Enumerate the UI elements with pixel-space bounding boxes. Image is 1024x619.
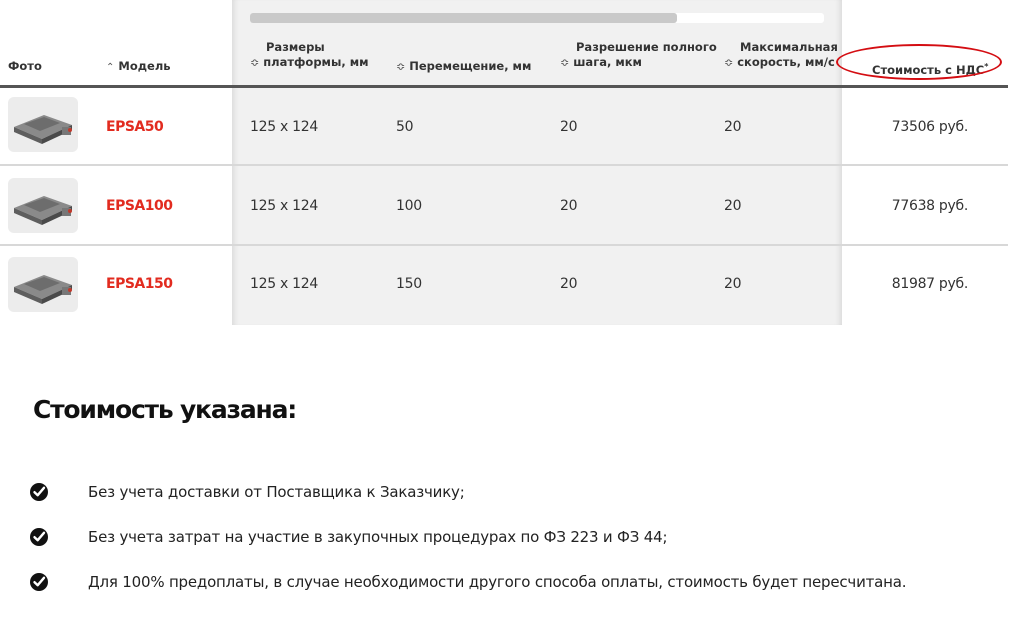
header-price[interactable]: Стоимость с НДС* bbox=[872, 62, 989, 77]
header-speed[interactable]: Максимальная ≎ скорость, мм/с bbox=[724, 40, 838, 69]
header-platform[interactable]: Размеры ≎ платформы, мм bbox=[250, 40, 369, 69]
row-divider bbox=[0, 244, 1008, 246]
sort-icon[interactable]: ≎ bbox=[396, 60, 406, 73]
resolution-value: 20 bbox=[560, 198, 578, 214]
travel-value: 100 bbox=[396, 198, 422, 214]
list-item bbox=[0, 571, 1024, 597]
stage-image bbox=[8, 97, 78, 152]
platform-size: 125 x 124 bbox=[250, 119, 318, 135]
header-photo: Фото bbox=[8, 59, 42, 73]
model-link[interactable]: EPSA50 bbox=[106, 119, 164, 135]
product-photo[interactable] bbox=[8, 257, 78, 312]
table-row bbox=[0, 168, 1008, 246]
table-row bbox=[0, 90, 1008, 168]
price-value: 81987 руб. bbox=[891, 276, 968, 292]
sort-icon[interactable]: ≎ bbox=[560, 56, 570, 69]
product-photo[interactable] bbox=[8, 178, 78, 233]
check-circle-icon bbox=[29, 572, 49, 592]
section-title: Стоимость указана: bbox=[33, 395, 297, 424]
platform-size: 125 x 124 bbox=[250, 198, 318, 214]
row-divider bbox=[0, 164, 1008, 166]
list-item bbox=[0, 481, 1024, 507]
header-resolution[interactable]: Разрешение полного ≎ шага, мкм bbox=[560, 40, 717, 69]
sort-icon[interactable]: ≎ bbox=[724, 56, 734, 69]
price-value: 73506 руб. bbox=[891, 119, 968, 135]
price-value: 77638 руб. bbox=[891, 198, 968, 214]
resolution-value: 20 bbox=[560, 119, 578, 135]
resolution-value: 20 bbox=[560, 276, 578, 292]
check-circle-icon bbox=[29, 527, 49, 547]
check-circle-icon bbox=[29, 482, 49, 502]
sort-icon[interactable]: ≎ bbox=[250, 56, 260, 69]
list-item-text: Для 100% предоплаты, в случае необходимости другого способа оплаты, стоимость будет пересчитана. bbox=[88, 573, 907, 591]
speed-value: 20 bbox=[724, 119, 742, 135]
travel-value: 50 bbox=[396, 119, 414, 135]
platform-size: 125 x 124 bbox=[250, 276, 318, 292]
model-link[interactable]: EPSA150 bbox=[106, 276, 173, 292]
product-photo[interactable] bbox=[8, 97, 78, 152]
scrollbar-thumb[interactable] bbox=[250, 13, 677, 23]
list-item-text: Без учета доставки от Поставщика к Заказчику; bbox=[88, 483, 465, 501]
sort-up-icon[interactable]: ⌃ bbox=[106, 62, 115, 73]
table-row bbox=[0, 247, 1008, 325]
speed-value: 20 bbox=[724, 198, 742, 214]
header-model[interactable]: ⌃ Модель bbox=[106, 59, 171, 73]
list-item bbox=[0, 526, 1024, 552]
stage-image bbox=[8, 257, 78, 312]
header-divider bbox=[0, 85, 1008, 88]
speed-value: 20 bbox=[724, 276, 742, 292]
highlight-annotation bbox=[836, 44, 1002, 80]
travel-value: 150 bbox=[396, 276, 422, 292]
header-travel[interactable]: ≎ Перемещение, мм bbox=[396, 59, 532, 73]
model-link[interactable]: EPSA100 bbox=[106, 198, 173, 214]
list-item-text: Без учета затрат на участие в закупочных процедурах по ФЗ 223 и ФЗ 44; bbox=[88, 528, 668, 546]
stage-image bbox=[8, 178, 78, 233]
